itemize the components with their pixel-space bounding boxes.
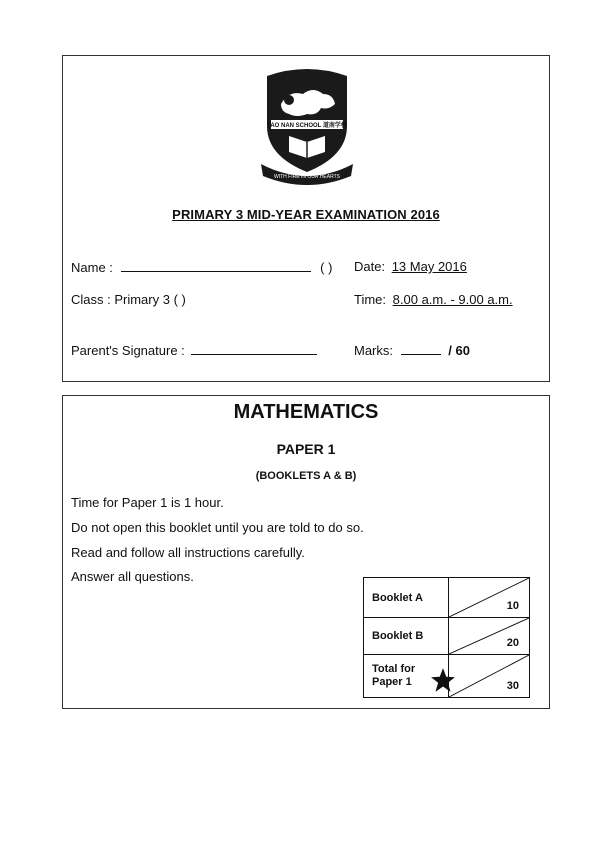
- time-row: [354, 292, 513, 307]
- marks-field[interactable]: [401, 342, 441, 355]
- booklet-a-label: Booklet A: [364, 578, 449, 618]
- signature-field[interactable]: [191, 342, 317, 355]
- booklets-note: (BOOKLETS A & B): [255, 470, 357, 482]
- class-label: Class : Primary 3 ( ): [71, 292, 186, 307]
- signature-row: [71, 342, 317, 358]
- table-row: [364, 618, 530, 655]
- booklet-b-score-cell[interactable]: [449, 618, 530, 655]
- marks-table: [363, 577, 530, 698]
- name-label: Name :: [71, 260, 113, 275]
- svg-text:TAO NAN SCHOOL 道南学校: TAO NAN SCHOOL 道南学校: [267, 123, 347, 129]
- exam-title: PRIMARY 3 MID-YEAR EXAMINATION 2016: [172, 207, 440, 222]
- class-row: [71, 292, 186, 307]
- booklet-b-label: Booklet B: [364, 618, 449, 655]
- paper-info-box: [62, 395, 550, 709]
- name-field[interactable]: [121, 259, 311, 272]
- time-label: Time:: [354, 292, 387, 307]
- paper-number: PAPER 1: [276, 441, 336, 457]
- date-label: Date:: [354, 259, 386, 274]
- booklet-a-score-cell[interactable]: [449, 578, 530, 618]
- total-label: Total for Paper 1: [372, 663, 416, 688]
- school-crest-logo: [259, 64, 355, 186]
- instruction-line: Read and follow all instructions carefully.: [71, 545, 305, 560]
- cover-header-box: [62, 55, 550, 382]
- instruction-line: Time for Paper 1 is 1 hour.: [71, 495, 224, 510]
- subject-title: MATHEMATICS: [233, 401, 379, 423]
- table-row: [364, 655, 530, 698]
- total-label-cell: [364, 655, 449, 698]
- register-number-bracket: ( ): [320, 260, 333, 275]
- table-row: [364, 578, 530, 618]
- signature-label: Parent's Signature :: [71, 343, 185, 358]
- date-row: [354, 259, 467, 274]
- marks-total: / 60: [448, 343, 470, 358]
- instruction-line: Do not open this booklet until you are told to do so.: [71, 520, 364, 535]
- instruction-line: Answer all questions.: [71, 569, 194, 584]
- svg-text:WITH FIRE IN OUR HEARTS: WITH FIRE IN OUR HEARTS: [273, 174, 341, 180]
- marks-label: Marks:: [354, 343, 393, 358]
- total-score-cell[interactable]: [449, 655, 530, 698]
- booklet-b-max: 20: [506, 637, 519, 649]
- name-row: [71, 259, 332, 275]
- booklet-a-max: 10: [506, 600, 519, 612]
- date-value: 13 May 2016: [391, 259, 467, 274]
- total-max: 30: [506, 680, 519, 692]
- time-value: 8.00 a.m. - 9.00 a.m.: [392, 292, 513, 307]
- marks-row: [354, 342, 470, 358]
